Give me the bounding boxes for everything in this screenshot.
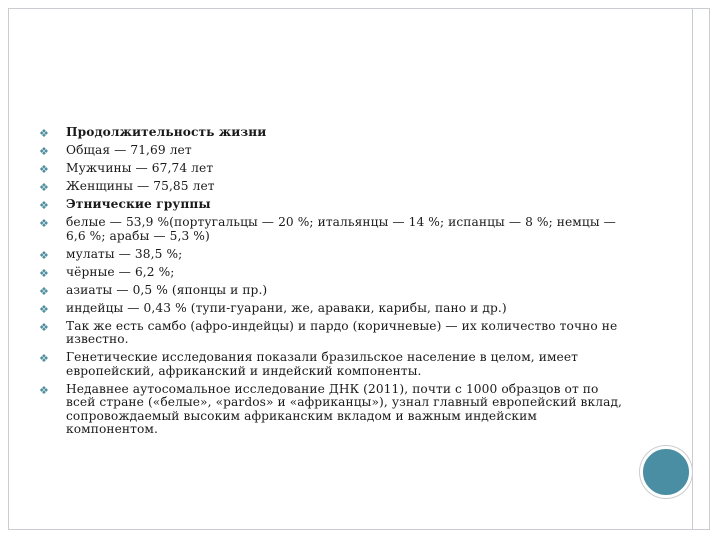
list-item (38, 302, 628, 316)
list-item-text: индейцы — 0,43 % (тупи-гуарани, же, араваки, карибы, пано и др.) (66, 300, 507, 315)
diamond-bullet-icon: ❖ (39, 266, 49, 280)
list-item-text: белые — 53,9 %(португальцы — 20 %; итальянцы — 14 %; испанцы — 8 %; немцы — 6,6 %; арабы — 5,3 %) (66, 215, 616, 243)
diamond-bullet-icon: ❖ (39, 145, 49, 158)
list-item (38, 383, 628, 437)
list-item (38, 351, 628, 378)
list-item (38, 284, 628, 298)
list-item-text: чёрные — 6,2 %; (66, 264, 175, 279)
list-item (38, 216, 628, 243)
diamond-bullet-icon: ❖ (39, 163, 49, 176)
list-item (38, 198, 628, 212)
list-item (38, 144, 628, 158)
list-item-text: мулаты — 38,5 %; (66, 246, 183, 261)
diamond-bullet-icon: ❖ (39, 199, 49, 212)
diamond-bullet-icon: ❖ (39, 320, 49, 334)
diamond-bullet-icon: ❖ (39, 284, 49, 298)
list-item (38, 126, 628, 140)
bullet-list (38, 126, 628, 437)
list-item (38, 248, 628, 262)
list-item-text: Продолжительность жизни (66, 125, 267, 139)
diamond-bullet-icon: ❖ (39, 352, 49, 365)
diamond-bullet-icon: ❖ (39, 383, 49, 397)
list-item-text: Общая — 71,69 лет (66, 143, 192, 157)
list-item-text: Так же есть самбо (афро-индейцы) и пардо (коричневые) — их количество точно не известно. (66, 318, 618, 346)
diamond-bullet-icon: ❖ (39, 127, 49, 140)
list-item-text: Женщины — 75,85 лет (66, 179, 215, 193)
slide-content (38, 126, 628, 441)
list-item-text: Мужчины — 67,74 лет (66, 161, 214, 175)
diamond-bullet-icon: ❖ (39, 302, 49, 316)
list-item (38, 266, 628, 280)
list-item (38, 162, 628, 176)
list-item-text: Недавнее аутосомальное исследование ДНК (2011), почти с 1000 образцов от по всей стране («белые», «pardos» и «африканцы»), узнал главный европейский вклад, сопровождаемый высоким африканским вкладом и важным индейским компонентом. (66, 381, 623, 436)
list-item (38, 180, 628, 194)
frame-divider (692, 8, 693, 530)
diamond-bullet-icon: ❖ (39, 217, 49, 230)
list-item-text: азиаты — 0,5 % (японцы и пр.) (66, 282, 268, 297)
list-item-text: Этнические группы (66, 197, 211, 211)
list-item-text: Генетические исследования показали бразильское население в целом, имеет европейский, африканский и индейский компоненты. (66, 350, 579, 378)
diamond-bullet-icon: ❖ (39, 248, 49, 262)
diamond-bullet-icon: ❖ (39, 181, 49, 194)
list-item (38, 320, 628, 347)
decorative-circle (640, 446, 692, 498)
